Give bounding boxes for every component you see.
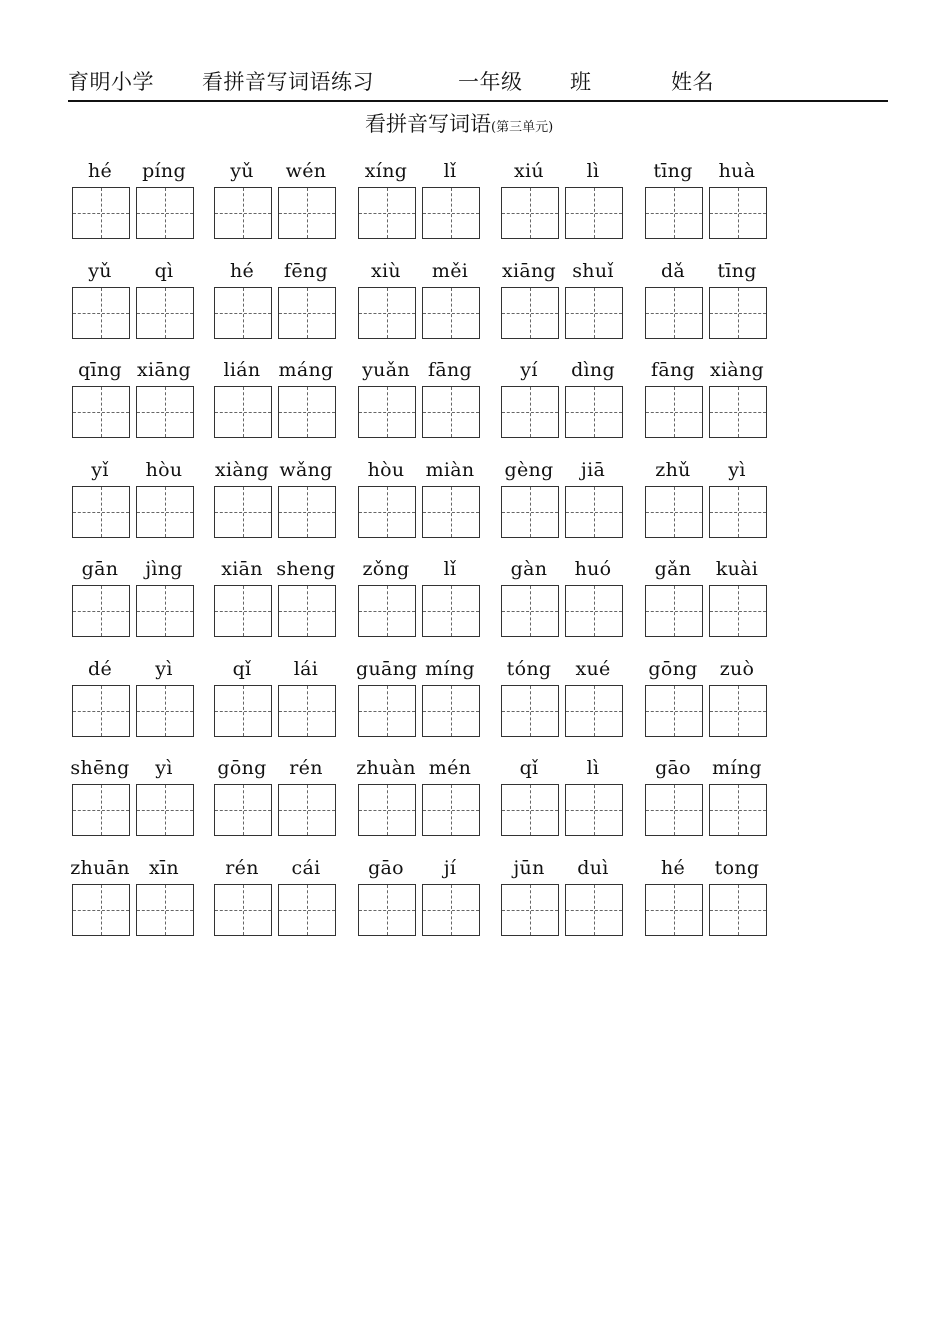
tianzige-writing-box[interactable] — [358, 187, 416, 239]
tianzige-writing-box[interactable] — [214, 187, 272, 239]
section-title — [365, 108, 553, 138]
pinyin-syllable: zhuān — [70, 857, 130, 879]
pinyin-syllable: dǎ — [660, 260, 686, 282]
word-item — [212, 855, 332, 943]
word-item — [499, 258, 619, 346]
tianzige-writing-box[interactable] — [278, 287, 336, 339]
pinyin-syllable: xiāng — [136, 359, 192, 381]
tianzige-writing-box[interactable] — [214, 784, 272, 836]
word-item — [499, 855, 619, 943]
tianzige-writing-box[interactable] — [422, 784, 480, 836]
tianzige-writing-box[interactable] — [709, 585, 767, 637]
word-item — [356, 855, 476, 943]
tianzige-writing-box[interactable] — [72, 784, 130, 836]
tianzige-writing-box[interactable] — [645, 585, 703, 637]
tianzige-writing-box[interactable] — [645, 784, 703, 836]
section-title-main: 看拼音写词语 — [365, 112, 491, 136]
school-name: 育明小学 — [68, 70, 154, 94]
tianzige-writing-box[interactable] — [358, 486, 416, 538]
name-label: 姓名 — [671, 70, 714, 94]
tianzige-writing-box[interactable] — [72, 585, 130, 637]
pinyin-syllable: guāng — [356, 658, 418, 680]
tianzige-writing-box[interactable] — [501, 585, 559, 637]
tianzige-writing-box[interactable] — [422, 884, 480, 936]
word-item — [356, 656, 476, 744]
pinyin-syllable: huà — [718, 160, 756, 182]
pinyin-syllable: jí — [443, 857, 457, 879]
pinyin-syllable: xiú — [514, 160, 544, 182]
pinyin-syllable: shuǐ — [572, 260, 614, 282]
word-item — [356, 357, 476, 445]
pinyin-syllable: kuài — [715, 558, 759, 580]
pinyin-syllable: tóng — [506, 658, 552, 680]
pinyin-syllable: rén — [289, 757, 323, 779]
tianzige-writing-box[interactable] — [278, 585, 336, 637]
word-item — [643, 556, 763, 644]
pinyin-syllable: dé — [87, 658, 112, 680]
pinyin-syllable: lián — [223, 359, 261, 381]
tianzige-writing-box[interactable] — [278, 685, 336, 737]
pinyin-syllable: tong — [714, 857, 760, 879]
grade-label: 一年级 — [458, 70, 523, 94]
pinyin-syllable: yǔ — [230, 160, 254, 182]
word-item — [212, 656, 332, 744]
pinyin-syllable: xíng — [364, 160, 408, 182]
pinyin-syllable: lì — [586, 160, 600, 182]
tianzige-writing-box[interactable] — [565, 287, 623, 339]
tianzige-writing-box[interactable] — [72, 187, 130, 239]
word-item — [70, 258, 190, 346]
pinyin-syllable: tīng — [653, 160, 693, 182]
pinyin-syllable: jìng — [145, 558, 183, 580]
pinyin-syllable: hé — [660, 857, 686, 879]
tianzige-writing-box[interactable] — [565, 685, 623, 737]
pinyin-syllable: huó — [574, 558, 612, 580]
word-item — [212, 457, 332, 545]
word-item — [499, 556, 619, 644]
pinyin-syllable: jiā — [580, 459, 606, 481]
word-item — [499, 158, 619, 246]
pinyin-syllable: lái — [293, 658, 319, 680]
pinyin-syllable: yì — [155, 757, 173, 779]
pinyin-syllable: mén — [428, 757, 472, 779]
tianzige-writing-box[interactable] — [72, 884, 130, 936]
pinyin-syllable: xiāng — [501, 260, 557, 282]
tianzige-writing-box[interactable] — [214, 386, 272, 438]
word-item — [643, 457, 763, 545]
word-item — [70, 556, 190, 644]
pinyin-syllable: fēng — [284, 260, 328, 282]
tianzige-writing-box[interactable] — [709, 884, 767, 936]
word-item — [499, 357, 619, 445]
tianzige-writing-box[interactable] — [214, 685, 272, 737]
pinyin-syllable: xiān — [221, 558, 263, 580]
word-item — [356, 258, 476, 346]
pinyin-syllable: gōng — [648, 658, 698, 680]
tianzige-writing-box[interactable] — [214, 486, 272, 538]
word-item — [643, 855, 763, 943]
pinyin-syllable: sheng — [276, 558, 336, 580]
tianzige-writing-box[interactable] — [358, 386, 416, 438]
pinyin-syllable: jūn — [513, 857, 545, 879]
pinyin-syllable: xiàng — [214, 459, 270, 481]
tianzige-writing-box[interactable] — [136, 287, 194, 339]
pinyin-syllable: míng — [425, 658, 475, 680]
tianzige-writing-box[interactable] — [72, 685, 130, 737]
pinyin-syllable: lǐ — [443, 160, 457, 182]
pinyin-syllable: xué — [575, 658, 611, 680]
tianzige-writing-box[interactable] — [501, 187, 559, 239]
word-item — [212, 755, 332, 843]
word-item — [70, 357, 190, 445]
tianzige-writing-box[interactable] — [358, 884, 416, 936]
tianzige-writing-box[interactable] — [501, 884, 559, 936]
tianzige-writing-box[interactable] — [565, 486, 623, 538]
tianzige-writing-box[interactable] — [422, 386, 480, 438]
pinyin-syllable: qǐ — [519, 757, 539, 779]
tianzige-writing-box[interactable] — [645, 287, 703, 339]
pinyin-syllable: lì — [586, 757, 600, 779]
tianzige-writing-box[interactable] — [136, 585, 194, 637]
tianzige-writing-box[interactable] — [565, 784, 623, 836]
pinyin-syllable: měi — [431, 260, 469, 282]
tianzige-writing-box[interactable] — [136, 486, 194, 538]
pinyin-syllable: yì — [728, 459, 746, 481]
tianzige-writing-box[interactable] — [565, 585, 623, 637]
pinyin-syllable: gǎn — [654, 558, 692, 580]
tianzige-writing-box[interactable] — [645, 685, 703, 737]
pinyin-syllable: yǔ — [88, 260, 112, 282]
word-item — [356, 556, 476, 644]
pinyin-syllable: hé — [87, 160, 113, 182]
tianzige-writing-box[interactable] — [136, 784, 194, 836]
word-item — [356, 457, 476, 545]
tianzige-writing-box[interactable] — [278, 486, 336, 538]
tianzige-writing-box[interactable] — [565, 386, 623, 438]
word-item — [356, 755, 476, 843]
pinyin-syllable: wén — [285, 160, 327, 182]
pinyin-syllable: qì — [154, 260, 174, 282]
pinyin-syllable: xiàng — [709, 359, 765, 381]
tianzige-writing-box[interactable] — [709, 287, 767, 339]
pinyin-syllable: máng — [278, 359, 334, 381]
tianzige-writing-box[interactable] — [358, 685, 416, 737]
pinyin-syllable: duì — [577, 857, 609, 879]
tianzige-writing-box[interactable] — [501, 784, 559, 836]
word-item — [70, 656, 190, 744]
pinyin-syllable: shēng — [70, 757, 130, 779]
pinyin-syllable: dìng — [571, 359, 615, 381]
pinyin-syllable: cái — [291, 857, 321, 879]
pinyin-syllable: hé — [229, 260, 255, 282]
word-item — [643, 158, 763, 246]
tianzige-writing-box[interactable] — [422, 287, 480, 339]
pinyin-syllable: píng — [142, 160, 186, 182]
tianzige-writing-box[interactable] — [214, 585, 272, 637]
pinyin-syllable: qīng — [78, 359, 122, 381]
pinyin-syllable: tīng — [717, 260, 757, 282]
pinyin-syllable: fāng — [428, 359, 472, 381]
pinyin-syllable: gān — [81, 558, 119, 580]
pinyin-syllable: xīn — [149, 857, 179, 879]
tianzige-writing-box[interactable] — [501, 386, 559, 438]
tianzige-writing-box[interactable] — [358, 585, 416, 637]
pinyin-syllable: gèng — [504, 459, 554, 481]
pinyin-syllable: xiù — [371, 260, 401, 282]
word-item — [499, 755, 619, 843]
word-item — [70, 457, 190, 545]
tianzige-writing-box[interactable] — [214, 287, 272, 339]
pinyin-syllable: gāo — [655, 757, 691, 779]
pinyin-syllable: hòu — [145, 459, 183, 481]
tianzige-writing-box[interactable] — [645, 884, 703, 936]
pinyin-syllable: zuò — [719, 658, 755, 680]
word-item — [212, 258, 332, 346]
tianzige-writing-box[interactable] — [709, 386, 767, 438]
tianzige-writing-box[interactable] — [709, 685, 767, 737]
pinyin-syllable: gàn — [510, 558, 548, 580]
tianzige-writing-box[interactable] — [422, 486, 480, 538]
tianzige-writing-box[interactable] — [501, 287, 559, 339]
pinyin-syllable: hòu — [367, 459, 405, 481]
worksheet-title: 看拼音写词语练习 — [202, 70, 374, 94]
word-item — [212, 556, 336, 644]
pinyin-syllable: miàn — [425, 459, 475, 481]
section-title-unit: (第三单元) — [491, 120, 554, 135]
word-item — [70, 158, 190, 246]
tianzige-writing-box[interactable] — [278, 784, 336, 836]
pinyin-syllable: rén — [225, 857, 259, 879]
tianzige-writing-box[interactable] — [136, 884, 194, 936]
word-item — [356, 158, 476, 246]
word-item — [643, 755, 763, 843]
word-item — [643, 656, 763, 744]
tianzige-writing-box[interactable] — [709, 784, 767, 836]
tianzige-writing-box[interactable] — [709, 187, 767, 239]
pinyin-syllable: lǐ — [443, 558, 457, 580]
tianzige-writing-box[interactable] — [422, 187, 480, 239]
word-item — [499, 457, 619, 545]
tianzige-writing-box[interactable] — [136, 187, 194, 239]
pinyin-syllable: yǐ — [91, 459, 109, 481]
tianzige-writing-box[interactable] — [645, 187, 703, 239]
pinyin-syllable: gōng — [217, 757, 267, 779]
pinyin-syllable: zhuàn — [356, 757, 416, 779]
word-item — [70, 755, 190, 843]
tianzige-writing-box[interactable] — [645, 386, 703, 438]
tianzige-writing-box[interactable] — [565, 884, 623, 936]
pinyin-syllable: yuǎn — [362, 359, 410, 381]
tianzige-writing-box[interactable] — [501, 685, 559, 737]
pinyin-syllable: yí — [520, 359, 538, 381]
word-item — [70, 855, 190, 943]
pinyin-syllable: zǒng — [362, 558, 410, 580]
tianzige-writing-box[interactable] — [422, 685, 480, 737]
word-item — [643, 357, 763, 445]
tianzige-writing-box[interactable] — [214, 884, 272, 936]
tianzige-writing-box[interactable] — [72, 287, 130, 339]
tianzige-writing-box[interactable] — [422, 585, 480, 637]
tianzige-writing-box[interactable] — [278, 386, 336, 438]
tianzige-writing-box[interactable] — [358, 287, 416, 339]
pinyin-syllable: wǎng — [279, 459, 333, 481]
pinyin-syllable: gāo — [368, 857, 404, 879]
pinyin-syllable: zhǔ — [655, 459, 691, 481]
tianzige-writing-box[interactable] — [645, 486, 703, 538]
worksheet-header — [68, 60, 888, 102]
tianzige-writing-box[interactable] — [565, 187, 623, 239]
tianzige-writing-box[interactable] — [72, 486, 130, 538]
word-item — [499, 656, 619, 744]
tianzige-writing-box[interactable] — [501, 486, 559, 538]
tianzige-writing-box[interactable] — [136, 685, 194, 737]
pinyin-syllable: míng — [712, 757, 762, 779]
pinyin-syllable: fāng — [651, 359, 695, 381]
tianzige-writing-box[interactable] — [72, 386, 130, 438]
tianzige-writing-box[interactable] — [278, 884, 336, 936]
tianzige-writing-box[interactable] — [136, 386, 194, 438]
word-item — [212, 158, 332, 246]
class-label: 班 — [570, 70, 592, 94]
tianzige-writing-box[interactable] — [709, 486, 767, 538]
tianzige-writing-box[interactable] — [358, 784, 416, 836]
word-item — [643, 258, 763, 346]
tianzige-writing-box[interactable] — [278, 187, 336, 239]
pinyin-syllable: yì — [155, 658, 173, 680]
word-item — [212, 357, 332, 445]
pinyin-syllable: qǐ — [232, 658, 252, 680]
